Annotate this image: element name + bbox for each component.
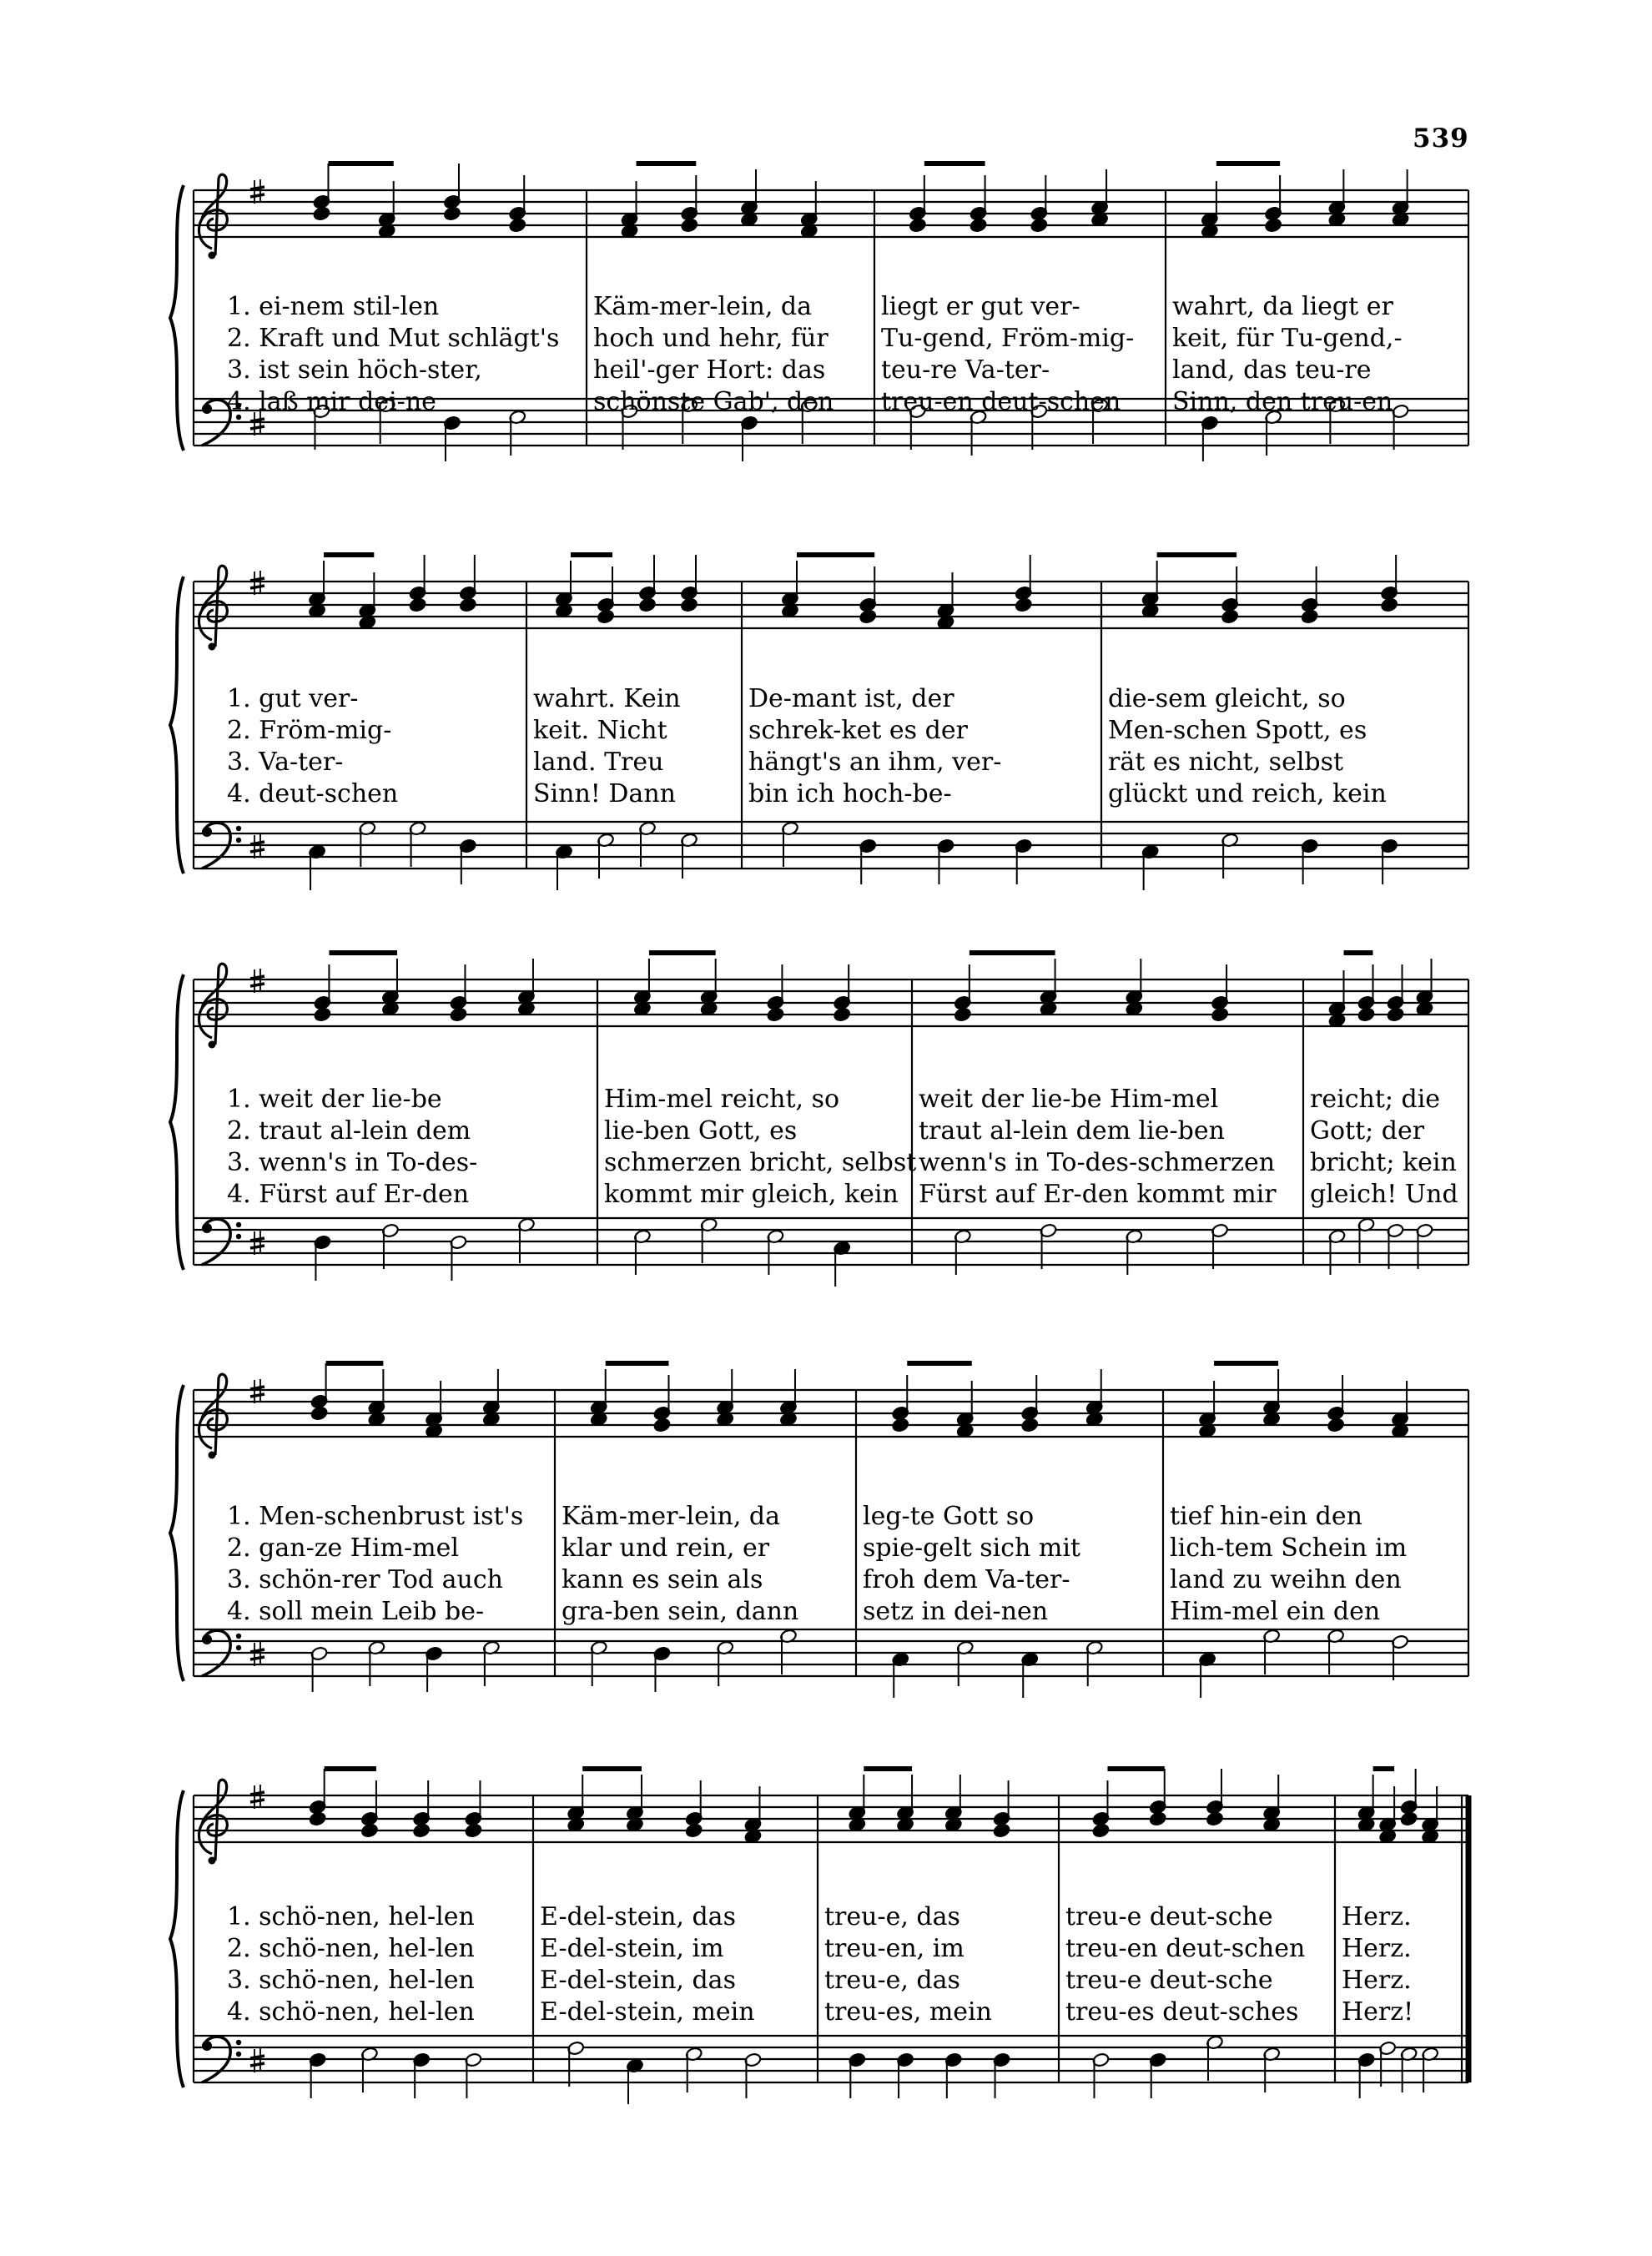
note-head: [653, 1418, 671, 1433]
verse-line: [0, 1085, 1652, 1116]
verse-line: [0, 716, 1652, 748]
sharp-icon: [250, 571, 264, 595]
verse-line: [0, 324, 1652, 355]
lyric-segment: treu-en deut-schen: [881, 387, 1121, 416]
note-head: [1092, 1823, 1110, 1838]
note-head: [597, 609, 614, 624]
note-head: [1221, 609, 1238, 624]
treble-staff: [194, 1795, 1468, 1842]
note-head: [1387, 1007, 1404, 1022]
lyric-segment: heil'-ger Hort: das: [593, 355, 826, 385]
sharp-icon: [250, 179, 264, 204]
note-head: [767, 1007, 784, 1022]
note-head: [1211, 1007, 1228, 1022]
lyric-segment: lich-tem Schein im: [1170, 1533, 1408, 1563]
lyric-segment: schrek-ket es der: [748, 716, 968, 745]
lyric-segment: treu-e deut-sche: [1065, 1902, 1273, 1931]
lyric-segment: keit, für Tu-gend,-: [1172, 324, 1403, 353]
lyric-segment: setz in dei-nen: [863, 1597, 1049, 1626]
lyric-segment: wahrt, da liegt er: [1172, 292, 1393, 321]
lyric-segment: schmerzen bricht, selbst: [604, 1148, 917, 1177]
verse-line: [0, 1533, 1652, 1565]
note-head: [993, 1823, 1010, 1838]
lyric-segment: treu-en, im: [824, 1934, 965, 1963]
lyric-segment: 3. wenn's in To-des-: [227, 1148, 478, 1177]
lyric-segment: Herz.: [1342, 1934, 1412, 1963]
note-head: [1400, 1811, 1418, 1826]
verse-line: [0, 779, 1652, 811]
verse-line: [0, 1934, 1652, 1966]
note-head: [450, 1007, 467, 1022]
lyric-segment: treu-es deut-sches: [1065, 1997, 1299, 2027]
note-head: [1301, 609, 1318, 624]
treble-staff: [194, 979, 1468, 1026]
verse-line: [0, 1997, 1652, 2029]
lyric-segment: liegt er gut ver-: [881, 292, 1080, 321]
lyric-segment: Fürst auf Er-den kommt mir: [919, 1180, 1277, 1209]
treble-clef-icon: [199, 566, 227, 650]
lyric-segment: spie-gelt sich mit: [863, 1533, 1080, 1563]
lyric-segment: 2. schö-nen, hel-len: [227, 1934, 475, 1963]
lyric-segment: Herz!: [1342, 1997, 1414, 2027]
lyric-segment: glückt und reich, kein: [1108, 779, 1387, 808]
lyric-segment: Sinn, den treu-en: [1172, 387, 1393, 416]
lyric-segment: rät es nicht, selbst: [1108, 748, 1344, 777]
lyric-segment: teu-re Va-ter-: [881, 355, 1050, 385]
note-head: [459, 597, 476, 612]
verse-line: [0, 1116, 1652, 1148]
note-head: [1327, 1418, 1344, 1433]
verse-line: [0, 292, 1652, 324]
lyric-segment: lie-ben Gott, es: [604, 1116, 798, 1146]
lyric-segment: froh dem Va-ter-: [863, 1565, 1070, 1594]
note-head: [314, 1007, 331, 1022]
lyric-segment: 4. laß mir dei-ne: [227, 387, 436, 416]
lyric-segment: Men-schen Spott, es: [1108, 716, 1367, 745]
lyric-segment: De-mant ist, der: [748, 684, 954, 713]
lyric-segment: treu-e, das: [824, 1966, 960, 1995]
verse-line: [0, 1565, 1652, 1597]
sharp-icon: [250, 1231, 264, 1255]
lyric-segment: reicht; die: [1310, 1085, 1441, 1114]
note-head: [954, 1007, 971, 1022]
lyric-segment: Sinn! Dann: [533, 779, 676, 808]
page-number: 539: [1413, 123, 1469, 154]
lyric-segment: keit. Nicht: [533, 716, 667, 745]
note-head: [1206, 1811, 1223, 1826]
lyric-segment: 2. Kraft und Mut schlägt's: [227, 324, 560, 353]
verse-line: [0, 1502, 1652, 1533]
bass-staff: [194, 1218, 1468, 1265]
bass-staff: [194, 2036, 1468, 2082]
treble-staff: [194, 1390, 1468, 1437]
sharp-icon: [250, 969, 264, 993]
treble-staff: [194, 582, 1468, 628]
lyric-segment: 3. Va-ter-: [227, 748, 344, 777]
verse-line: [0, 387, 1652, 419]
lyric-segment: E-del-stein, das: [540, 1966, 736, 1995]
note-head: [1015, 597, 1032, 612]
treble-clef-icon: [199, 1374, 227, 1458]
note-head: [1264, 218, 1282, 233]
lyric-segment: 1. Men-schenbrust ist's: [227, 1502, 524, 1531]
lyric-segment: hoch und hehr, für: [593, 324, 829, 353]
lyric-segment: wenn's in To-des-schmerzen: [919, 1148, 1276, 1177]
lyric-segment: Käm-mer-lein, da: [562, 1502, 780, 1531]
lyric-segment: 1. gut ver-: [227, 684, 359, 713]
lyric-segment: 1. weit der lie-be: [227, 1085, 442, 1114]
lyric-segment: 2. traut al-lein dem: [227, 1116, 471, 1146]
lyric-segment: 4. soll mein Leib be-: [227, 1597, 485, 1626]
verse-line: [0, 1597, 1652, 1629]
lyric-segment: Him-mel ein den: [1170, 1597, 1381, 1626]
verse-line: [0, 355, 1652, 387]
lyric-segment: leg-te Gott so: [863, 1502, 1035, 1531]
lyric-segment: land, das teu-re: [1172, 355, 1372, 385]
note-head: [1149, 1811, 1166, 1826]
verse-line: [0, 1966, 1652, 1997]
lyric-segment: treu-e deut-sche: [1065, 1966, 1273, 1995]
lyric-segment: Käm-mer-lein, da: [593, 292, 812, 321]
lyric-segment: 2. Fröm-mig-: [227, 716, 392, 745]
lyric-segment: Herz.: [1342, 1966, 1412, 1995]
verse-line: [0, 1148, 1652, 1180]
note-head: [465, 1823, 482, 1838]
note-head: [412, 1823, 430, 1838]
lyric-segment: 1. ei-nem stil-len: [227, 292, 440, 321]
lyric-segment: land. Treu: [533, 748, 664, 777]
lyric-segment: kann es sein als: [562, 1565, 763, 1594]
verse-line: [0, 684, 1652, 716]
note-head: [685, 1823, 703, 1838]
note-head: [833, 1007, 850, 1022]
lyric-segment: treu-es, mein: [824, 1997, 992, 2027]
note-head: [310, 1406, 328, 1421]
lyric-segment: tief hin-ein den: [1170, 1502, 1362, 1531]
note-head: [680, 597, 698, 612]
lyric-segment: gleich! Und: [1310, 1180, 1458, 1209]
lyric-segment: Him-mel reicht, so: [604, 1085, 840, 1114]
treble-clef-icon: [199, 1780, 227, 1864]
sharp-icon: [250, 1642, 264, 1666]
note-head: [970, 218, 987, 233]
lyric-segment: hängt's an ihm, ver-: [748, 748, 1002, 777]
sharp-icon: [250, 834, 264, 859]
verse-line: [0, 1902, 1652, 1934]
note-head: [409, 597, 426, 612]
note-head: [443, 206, 461, 221]
bass-staff: [194, 822, 1468, 869]
sharp-icon: [250, 1785, 264, 1809]
note-head: [1030, 218, 1048, 233]
lyric-segment: bin ich hoch-be-: [748, 779, 952, 808]
treble-clef-icon: [199, 964, 227, 1048]
lyric-segment: E-del-stein, das: [540, 1902, 736, 1931]
lyric-segment: kommt mir gleich, kein: [604, 1180, 899, 1209]
lyric-segment: land zu weihn den: [1170, 1565, 1402, 1594]
sharp-icon: [250, 2048, 264, 2072]
lyric-segment: bricht; kein: [1310, 1148, 1457, 1177]
note-head: [859, 609, 877, 624]
lyric-segment: 3. ist sein höch-ster,: [227, 355, 482, 385]
lyric-segment: 4. deut-schen: [227, 779, 399, 808]
lyric-segment: schönste Gab', den: [593, 387, 834, 416]
lyric-segment: Gott; der: [1310, 1116, 1425, 1146]
lyric-segment: wahrt. Kein: [533, 684, 681, 713]
note-head: [909, 218, 926, 233]
note-head: [509, 218, 526, 233]
lyric-segment: 3. schön-rer Tod auch: [227, 1565, 503, 1594]
lyric-segment: E-del-stein, im: [540, 1934, 724, 1963]
lyric-segment: 2. gan-ze Him-mel: [227, 1533, 459, 1563]
note-head: [313, 206, 330, 221]
lyric-segment: die-sem gleicht, so: [1108, 684, 1346, 713]
lyric-segment: 1. schö-nen, hel-len: [227, 1902, 475, 1931]
lyric-segment: 4. schö-nen, hel-len: [227, 1997, 475, 2027]
note-head: [681, 218, 698, 233]
lyric-segment: Tu-gend, Fröm-mig-: [881, 324, 1135, 353]
note-head: [309, 1811, 326, 1826]
lyric-segment: traut al-lein dem lie-ben: [919, 1116, 1225, 1146]
note-head: [360, 1823, 378, 1838]
lyric-segment: Herz.: [1342, 1902, 1412, 1931]
treble-clef-icon: [199, 174, 227, 259]
note-head: [1380, 597, 1398, 612]
verse-line: [0, 1180, 1652, 1211]
lyric-segment: gra-ben sein, dann: [562, 1597, 799, 1626]
verse-line: [0, 748, 1652, 779]
note-head: [638, 597, 656, 612]
note-head: [1357, 1007, 1375, 1022]
note-head: [1021, 1418, 1039, 1433]
note-head: [892, 1418, 909, 1433]
lyric-segment: weit der lie-be Him-mel: [919, 1085, 1219, 1114]
lyric-segment: 4. Fürst auf Er-den: [227, 1180, 470, 1209]
lyric-segment: klar und rein, er: [562, 1533, 770, 1563]
lyric-segment: 3. schö-nen, hel-len: [227, 1966, 475, 1995]
lyric-segment: treu-en deut-schen: [1065, 1934, 1306, 1963]
lyric-segment: treu-e, das: [824, 1902, 960, 1931]
sharp-icon: [250, 1379, 264, 1403]
lyric-segment: E-del-stein, mein: [540, 1997, 755, 2027]
